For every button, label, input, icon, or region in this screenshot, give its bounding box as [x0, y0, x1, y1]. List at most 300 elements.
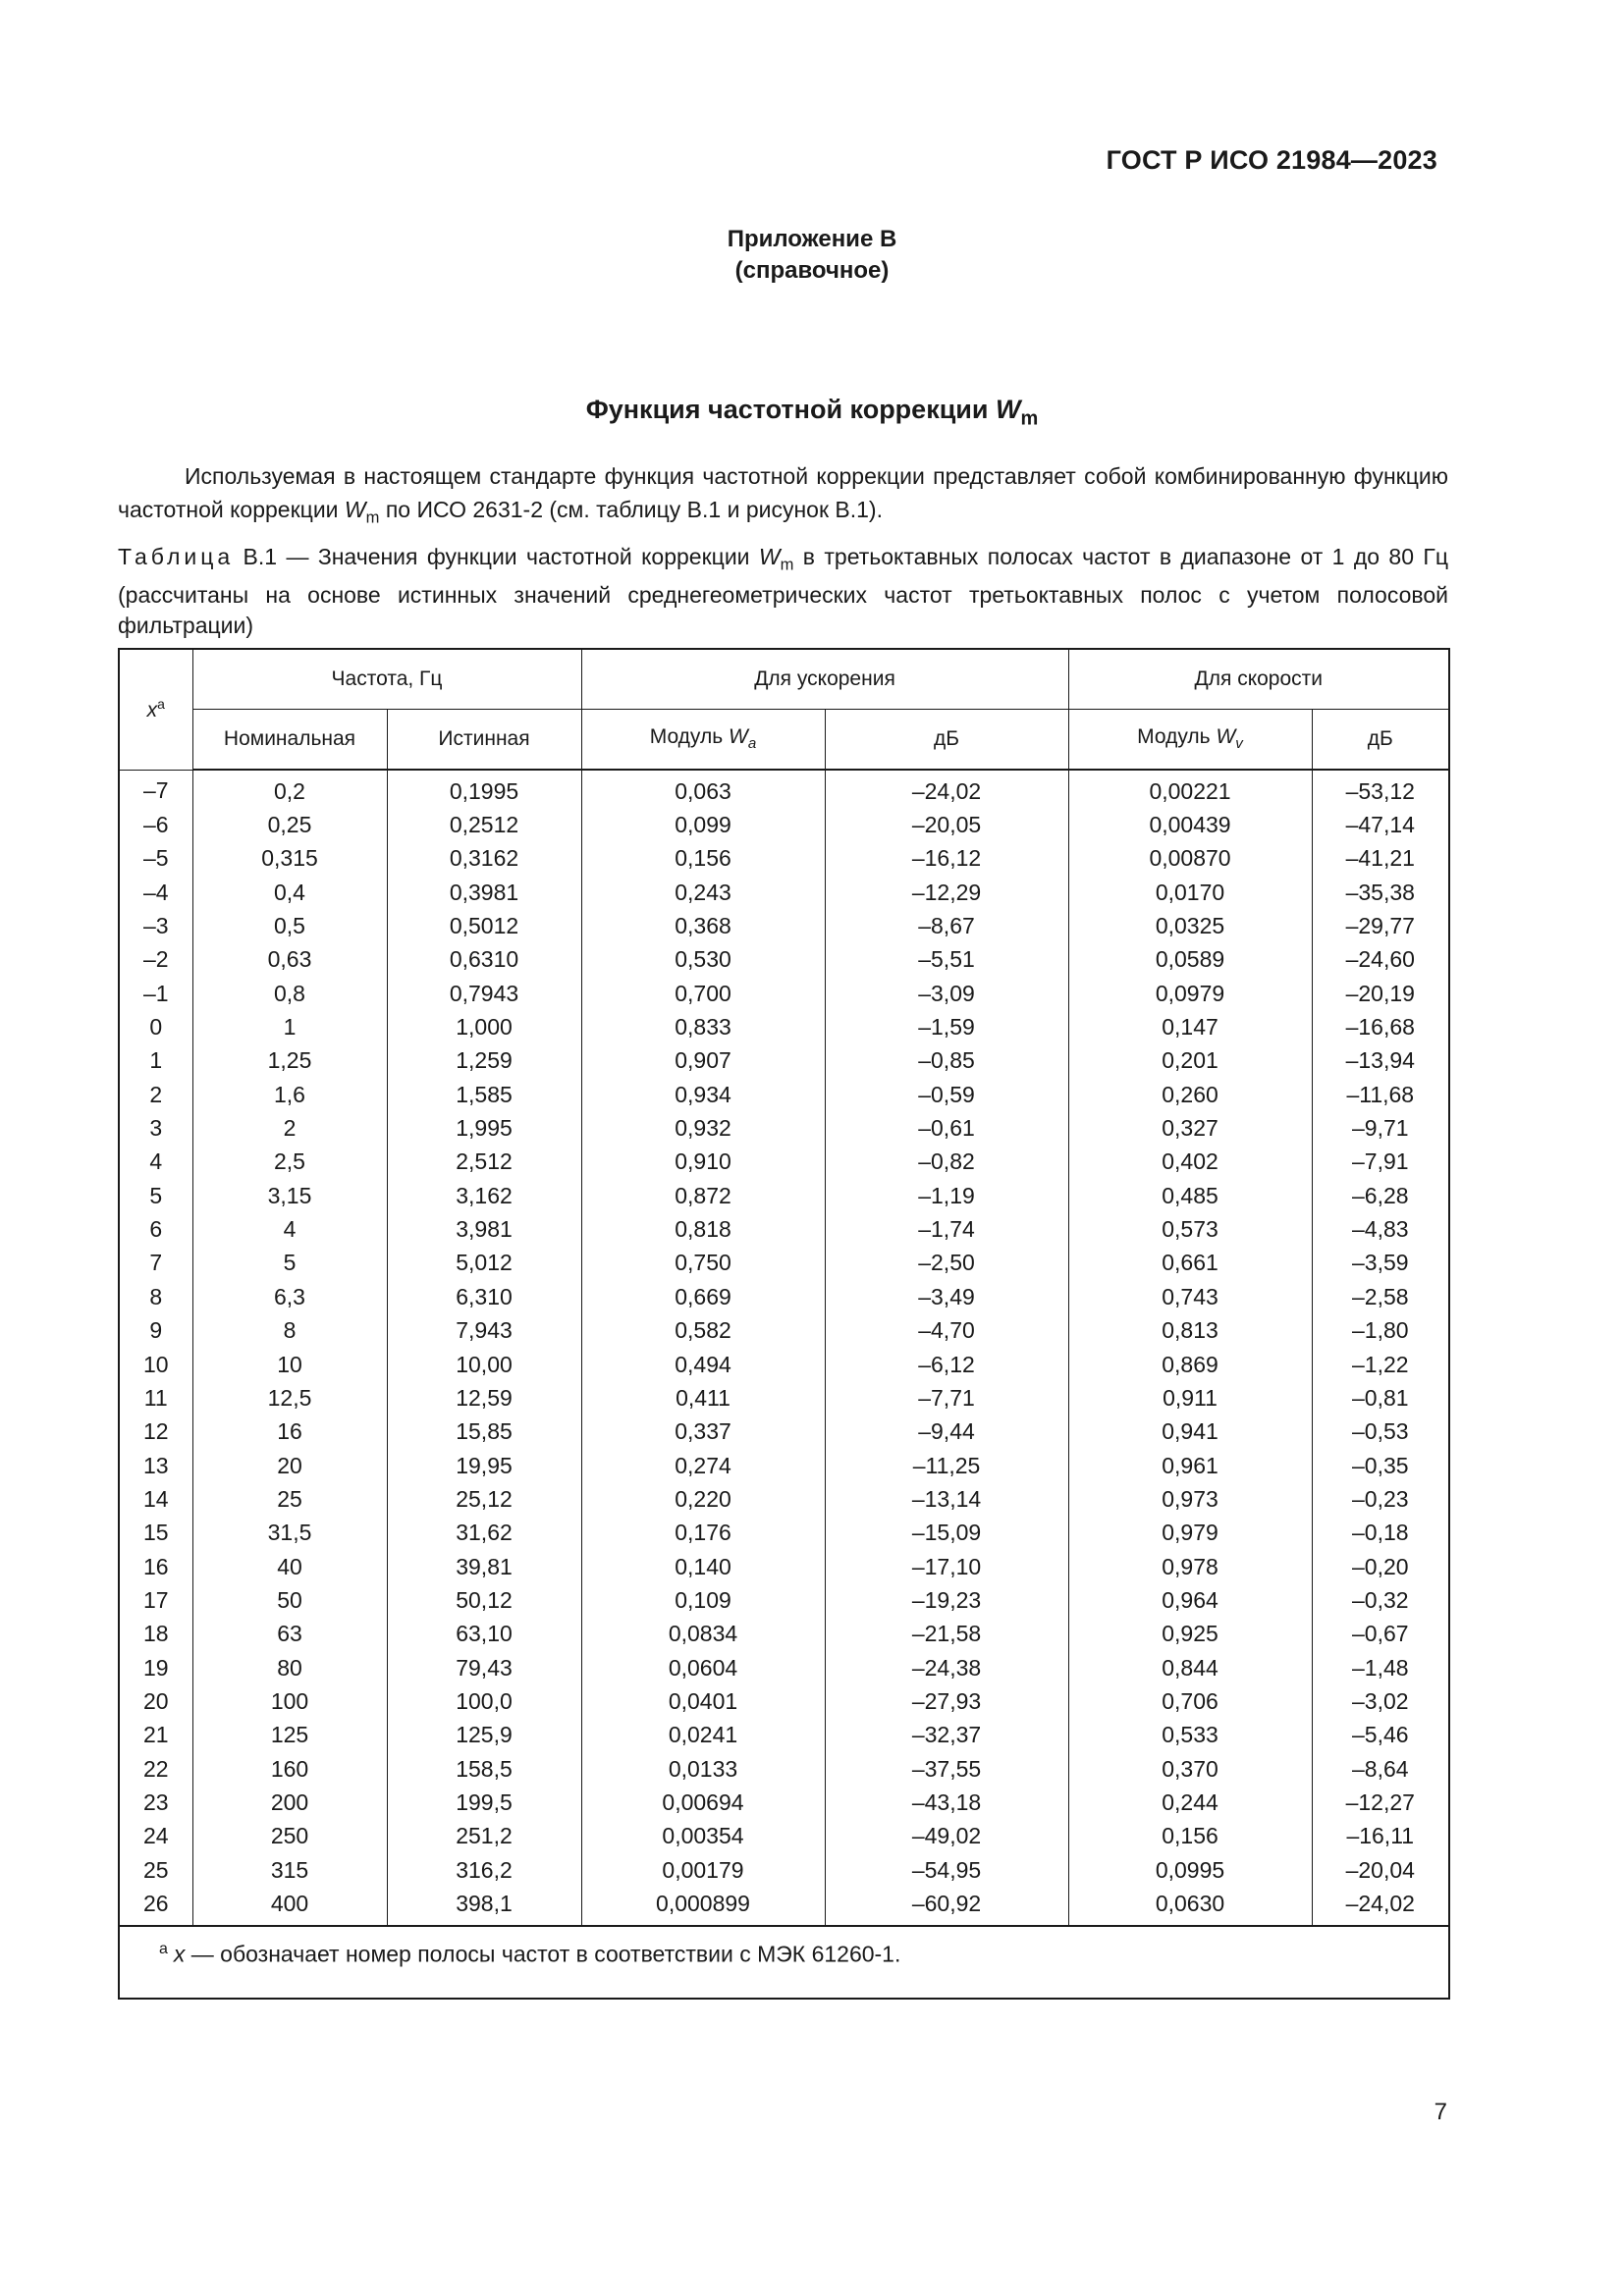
modulus-wv-cell: 0,00439: [1068, 808, 1312, 841]
table-row: [120, 1078, 1448, 1111]
modulus-wv-cell: 0,327: [1068, 1111, 1312, 1145]
db-acceleration-cell: –37,55: [825, 1752, 1068, 1786]
modulus-wv-cell: 0,260: [1068, 1078, 1312, 1111]
table-row: [120, 1449, 1448, 1482]
db-velocity-cell: –2,58: [1312, 1280, 1448, 1313]
modulus-wv-cell: 0,979: [1068, 1517, 1312, 1550]
modulus-wa-cell: 0,750: [581, 1247, 825, 1280]
caption-symbol: W: [758, 544, 781, 569]
table-caption: [118, 542, 1448, 641]
table-row: [120, 1583, 1448, 1617]
true-frequency-cell: 0,6310: [387, 943, 581, 977]
intro-subscript: m: [365, 507, 380, 527]
standard-code: ГОСТ Р ИСО 21984—2023: [1106, 145, 1437, 175]
modulus-wv-cell: 0,0979: [1068, 977, 1312, 1010]
db-velocity-cell: –24,02: [1312, 1887, 1448, 1924]
db-acceleration-cell: –16,12: [825, 842, 1068, 876]
modulus-wa-cell: 0,000899: [581, 1887, 825, 1924]
modulus-wv-cell: 0,244: [1068, 1786, 1312, 1819]
nominal-frequency-cell: 200: [192, 1786, 387, 1819]
true-frequency-cell: 6,310: [387, 1280, 581, 1313]
db-acceleration-cell: –43,18: [825, 1786, 1068, 1819]
heading-symbol: W: [996, 395, 1021, 424]
db-velocity-cell: –6,28: [1312, 1179, 1448, 1212]
modulus-wa-cell: 0,00354: [581, 1820, 825, 1853]
modulus-wv-cell: 0,0630: [1068, 1887, 1312, 1924]
table-row: [120, 1314, 1448, 1348]
nominal-frequency-cell: 5: [192, 1247, 387, 1280]
modulus-wa-cell: 0,0401: [581, 1684, 825, 1718]
modulus-wv-cell: 0,844: [1068, 1651, 1312, 1684]
db-velocity-cell: –12,27: [1312, 1786, 1448, 1819]
nominal-frequency-cell: 0,315: [192, 842, 387, 876]
caption-label: Таблица: [118, 544, 235, 569]
db-velocity-cell: –0,23: [1312, 1482, 1448, 1516]
band-x-cell: 3: [149, 1115, 163, 1142]
db-velocity-cell: –1,80: [1312, 1314, 1448, 1348]
modulus-wa-cell: 0,934: [581, 1078, 825, 1111]
modulus-wa-cell: 0,932: [581, 1111, 825, 1145]
modulus-wv-cell: 0,00870: [1068, 842, 1312, 876]
true-frequency-cell: 199,5: [387, 1786, 581, 1819]
table-row: [120, 1786, 1448, 1819]
nominal-frequency-cell: 16: [192, 1415, 387, 1449]
modulus-wa-cell: 0,669: [581, 1280, 825, 1313]
modulus-wv-cell: 0,961: [1068, 1449, 1312, 1482]
table-row: [120, 1044, 1448, 1078]
header-true: Истинная: [387, 710, 581, 771]
table-row: [120, 770, 1448, 808]
page-number: 7: [1434, 2099, 1447, 2125]
band-x-cell: 20: [142, 1687, 169, 1714]
band-x-cell: 16: [142, 1553, 169, 1579]
true-frequency-cell: 39,81: [387, 1550, 581, 1583]
nominal-frequency-cell: 125: [192, 1719, 387, 1752]
table-row: [120, 943, 1448, 977]
band-x-cell: 14: [142, 1485, 169, 1512]
modulus-wa-cell: 0,140: [581, 1550, 825, 1583]
nominal-frequency-cell: 40: [192, 1550, 387, 1583]
caption-text-2: в третьоктавных полосах частот в диапазоне от 1 до 80 Гц (рассчитаны на основе истинных значений среднегеометрических частот третьоктавных полос с учетом полосовой фильтрации): [118, 544, 1448, 638]
nominal-frequency-cell: 6,3: [192, 1280, 387, 1313]
band-x-cell: 26: [142, 1891, 169, 1917]
modulus-wv-cell: 0,0170: [1068, 876, 1312, 909]
true-frequency-cell: 0,2512: [387, 808, 581, 841]
table-row: [120, 1348, 1448, 1381]
db-velocity-cell: –13,94: [1312, 1044, 1448, 1078]
modulus-wv-cell: 0,661: [1068, 1247, 1312, 1280]
db-acceleration-cell: –1,74: [825, 1212, 1068, 1246]
nominal-frequency-cell: 315: [192, 1853, 387, 1887]
modulus-wa-cell: 0,494: [581, 1348, 825, 1381]
true-frequency-cell: 50,12: [387, 1583, 581, 1617]
table-row: [120, 876, 1448, 909]
db-acceleration-cell: –54,95: [825, 1853, 1068, 1887]
band-x-cell: –1: [142, 980, 169, 1006]
true-frequency-cell: 3,162: [387, 1179, 581, 1212]
modulus-wv-cell: 0,402: [1068, 1146, 1312, 1179]
db-acceleration-cell: –24,02: [825, 770, 1068, 808]
db-velocity-cell: –53,12: [1312, 770, 1448, 808]
db-acceleration-cell: –4,70: [825, 1314, 1068, 1348]
intro-paragraph: [118, 459, 1448, 535]
appendix-kind: (справочное): [734, 257, 890, 284]
band-x-cell: 9: [149, 1317, 163, 1344]
modulus-wa-cell: 0,411: [581, 1381, 825, 1415]
intro-text-2: по ИСО 2631-2 (см. таблицу В.1 и рисунок В.1).: [379, 497, 883, 522]
true-frequency-cell: 25,12: [387, 1482, 581, 1516]
true-frequency-cell: 15,85: [387, 1415, 581, 1449]
nominal-frequency-cell: 20: [192, 1449, 387, 1482]
db-acceleration-cell: –24,38: [825, 1651, 1068, 1684]
true-frequency-cell: 63,10: [387, 1618, 581, 1651]
weighting-table: [118, 648, 1450, 2000]
true-frequency-cell: 2,512: [387, 1146, 581, 1179]
table-row: [120, 977, 1448, 1010]
true-frequency-cell: 0,1995: [387, 770, 581, 808]
nominal-frequency-cell: 100: [192, 1684, 387, 1718]
table-row: [120, 1719, 1448, 1752]
db-acceleration-cell: –7,71: [825, 1381, 1068, 1415]
band-x-cell: 19: [142, 1654, 169, 1681]
modulus-wa-cell: 0,582: [581, 1314, 825, 1348]
modulus-wa-cell: 0,063: [581, 770, 825, 808]
db-velocity-cell: –1,22: [1312, 1348, 1448, 1381]
db-velocity-cell: –1,48: [1312, 1651, 1448, 1684]
db-velocity-cell: –20,04: [1312, 1853, 1448, 1887]
table-row: [120, 1415, 1448, 1449]
footnote-text: — обозначает номер полосы частот в соответствии с МЭК 61260-1.: [185, 1941, 901, 1967]
modulus-wa-cell: 0,099: [581, 808, 825, 841]
modulus-wa-cell: 0,109: [581, 1583, 825, 1617]
heading-subscript: m: [1020, 407, 1039, 430]
nominal-frequency-cell: 400: [192, 1887, 387, 1924]
band-x-cell: 25: [142, 1856, 169, 1883]
modulus-wa-cell: 0,00694: [581, 1786, 825, 1819]
db-velocity-cell: –16,68: [1312, 1010, 1448, 1043]
db-velocity-cell: –0,20: [1312, 1550, 1448, 1583]
db-acceleration-cell: –2,50: [825, 1247, 1068, 1280]
db-velocity-cell: –0,53: [1312, 1415, 1448, 1449]
true-frequency-cell: 3,981: [387, 1212, 581, 1246]
db-acceleration-cell: –0,85: [825, 1044, 1068, 1078]
nominal-frequency-cell: 3,15: [192, 1179, 387, 1212]
band-x-cell: 5: [149, 1182, 163, 1208]
band-x-cell: 0: [149, 1014, 163, 1041]
nominal-frequency-cell: 10: [192, 1348, 387, 1381]
db-acceleration-cell: –1,59: [825, 1010, 1068, 1043]
db-acceleration-cell: –0,59: [825, 1078, 1068, 1111]
modulus-wa-cell: 0,0241: [581, 1719, 825, 1752]
db-acceleration-cell: –60,92: [825, 1887, 1068, 1924]
db-acceleration-cell: –27,93: [825, 1684, 1068, 1718]
band-x-cell: 24: [142, 1823, 169, 1849]
band-x-cell: 15: [142, 1520, 169, 1546]
modulus-wa-cell: 0,0133: [581, 1752, 825, 1786]
modulus-wa-cell: 0,833: [581, 1010, 825, 1043]
table-row: [120, 1212, 1448, 1246]
db-velocity-cell: –35,38: [1312, 876, 1448, 909]
table-row: [120, 1853, 1448, 1887]
table-row: [120, 1146, 1448, 1179]
nominal-frequency-cell: 1: [192, 1010, 387, 1043]
header-x: $x^a$: [120, 650, 192, 770]
band-x-cell: 10: [142, 1351, 169, 1377]
footnote-symbol: x: [173, 1941, 186, 1967]
band-x-cell: 4: [149, 1148, 163, 1175]
nominal-frequency-cell: 0,25: [192, 808, 387, 841]
table-row: [120, 1752, 1448, 1786]
modulus-wv-cell: 0,0325: [1068, 909, 1312, 942]
table-row: [120, 1550, 1448, 1583]
db-acceleration-cell: –3,49: [825, 1280, 1068, 1313]
nominal-frequency-cell: 63: [192, 1618, 387, 1651]
band-x-cell: 8: [149, 1283, 163, 1309]
band-x-cell: –5: [142, 845, 169, 872]
db-acceleration-cell: –1,19: [825, 1179, 1068, 1212]
true-frequency-cell: 79,43: [387, 1651, 581, 1684]
modulus-wa-cell: 0,220: [581, 1482, 825, 1516]
table-row: [120, 1111, 1448, 1145]
db-velocity-cell: –7,91: [1312, 1146, 1448, 1179]
nominal-frequency-cell: 25: [192, 1482, 387, 1516]
band-x-cell: 12: [142, 1418, 169, 1445]
true-frequency-cell: 0,7943: [387, 977, 581, 1010]
modulus-wv-cell: 0,573: [1068, 1212, 1312, 1246]
nominal-frequency-cell: 31,5: [192, 1517, 387, 1550]
true-frequency-cell: 5,012: [387, 1247, 581, 1280]
section-heading: [0, 395, 1624, 430]
modulus-wa-cell: 0,530: [581, 943, 825, 977]
nominal-frequency-cell: 0,2: [192, 770, 387, 808]
table-row: [120, 1381, 1448, 1415]
nominal-frequency-cell: 0,8: [192, 977, 387, 1010]
band-x-cell: 7: [149, 1250, 163, 1276]
nominal-frequency-cell: 160: [192, 1752, 387, 1786]
db-acceleration-cell: –6,12: [825, 1348, 1068, 1381]
modulus-wv-cell: 0,941: [1068, 1415, 1312, 1449]
modulus-wa-cell: 0,910: [581, 1146, 825, 1179]
true-frequency-cell: 10,00: [387, 1348, 581, 1381]
modulus-wa-cell: 0,156: [581, 842, 825, 876]
true-frequency-cell: 316,2: [387, 1853, 581, 1887]
db-velocity-cell: –8,64: [1312, 1752, 1448, 1786]
band-x-cell: –7: [142, 777, 169, 804]
db-acceleration-cell: –11,25: [825, 1449, 1068, 1482]
modulus-wa-cell: 0,0604: [581, 1651, 825, 1684]
modulus-wa-cell: 0,176: [581, 1517, 825, 1550]
db-velocity-cell: –11,68: [1312, 1078, 1448, 1111]
modulus-wv-cell: 0,00221: [1068, 770, 1312, 808]
band-x-cell: 21: [142, 1722, 169, 1748]
modulus-wa-cell: 0,274: [581, 1449, 825, 1482]
nominal-frequency-cell: 250: [192, 1820, 387, 1853]
db-velocity-cell: –3,02: [1312, 1684, 1448, 1718]
db-velocity-cell: –41,21: [1312, 842, 1448, 876]
band-x-cell: –2: [142, 946, 169, 973]
table-row: [120, 1618, 1448, 1651]
modulus-wa-cell: 0,907: [581, 1044, 825, 1078]
table-row: [120, 1517, 1448, 1550]
header-velocity: Для скорости: [1068, 650, 1448, 710]
modulus-wa-cell: 0,700: [581, 977, 825, 1010]
band-x-cell: 6: [149, 1216, 163, 1243]
modulus-wv-cell: 0,485: [1068, 1179, 1312, 1212]
modulus-wv-cell: 0,370: [1068, 1752, 1312, 1786]
modulus-wv-cell: 0,911: [1068, 1381, 1312, 1415]
db-acceleration-cell: –0,82: [825, 1146, 1068, 1179]
table-row: [120, 1280, 1448, 1313]
db-velocity-cell: –9,71: [1312, 1111, 1448, 1145]
modulus-wa-cell: 0,872: [581, 1179, 825, 1212]
band-x-cell: –4: [142, 879, 169, 905]
table-row: [120, 1010, 1448, 1043]
db-acceleration-cell: –12,29: [825, 876, 1068, 909]
db-velocity-cell: –0,81: [1312, 1381, 1448, 1415]
caption-subscript: m: [780, 555, 794, 574]
true-frequency-cell: 7,943: [387, 1314, 581, 1348]
db-acceleration-cell: –21,58: [825, 1618, 1068, 1651]
db-velocity-cell: –29,77: [1312, 909, 1448, 942]
table-row: [120, 1820, 1448, 1853]
modulus-wv-cell: 0,533: [1068, 1719, 1312, 1752]
db-velocity-cell: –16,11: [1312, 1820, 1448, 1853]
true-frequency-cell: 1,585: [387, 1078, 581, 1111]
nominal-frequency-cell: 0,4: [192, 876, 387, 909]
header-modulus-v: Модуль $W_v$: [1068, 710, 1312, 771]
true-frequency-cell: 1,995: [387, 1111, 581, 1145]
appendix-title-block: [0, 224, 1624, 287]
db-acceleration-cell: –15,09: [825, 1517, 1068, 1550]
appendix-title: Приложение В: [727, 226, 897, 252]
db-acceleration-cell: –5,51: [825, 943, 1068, 977]
true-frequency-cell: 12,59: [387, 1381, 581, 1415]
nominal-frequency-cell: 12,5: [192, 1381, 387, 1415]
db-velocity-cell: –0,35: [1312, 1449, 1448, 1482]
true-frequency-cell: 31,62: [387, 1517, 581, 1550]
modulus-wa-cell: 0,00179: [581, 1853, 825, 1887]
db-acceleration-cell: –19,23: [825, 1583, 1068, 1617]
band-x-cell: 17: [142, 1586, 169, 1613]
db-velocity-cell: –47,14: [1312, 808, 1448, 841]
band-x-cell: 13: [142, 1452, 169, 1478]
true-frequency-cell: 1,259: [387, 1044, 581, 1078]
true-frequency-cell: 0,3162: [387, 842, 581, 876]
band-x-cell: 2: [149, 1081, 163, 1107]
nominal-frequency-cell: 4: [192, 1212, 387, 1246]
true-frequency-cell: 0,3981: [387, 876, 581, 909]
band-x-cell: 18: [142, 1621, 169, 1647]
table-footnote: [120, 1925, 1448, 1998]
nominal-frequency-cell: 50: [192, 1583, 387, 1617]
db-acceleration-cell: –8,67: [825, 909, 1068, 942]
header-modulus-a: Модуль $W_a$: [581, 710, 825, 771]
nominal-frequency-cell: 0,63: [192, 943, 387, 977]
db-acceleration-cell: –3,09: [825, 977, 1068, 1010]
db-velocity-cell: –5,46: [1312, 1719, 1448, 1752]
modulus-wa-cell: 0,243: [581, 876, 825, 909]
nominal-frequency-cell: 8: [192, 1314, 387, 1348]
db-acceleration-cell: –9,44: [825, 1415, 1068, 1449]
table-row: [120, 1247, 1448, 1280]
band-x-cell: –6: [142, 812, 169, 838]
modulus-wv-cell: 0,0589: [1068, 943, 1312, 977]
table-row: [120, 909, 1448, 942]
modulus-wv-cell: 0,743: [1068, 1280, 1312, 1313]
table-row: [120, 1887, 1448, 1924]
db-acceleration-cell: –20,05: [825, 808, 1068, 841]
nominal-frequency-cell: 0,5: [192, 909, 387, 942]
true-frequency-cell: 125,9: [387, 1719, 581, 1752]
table-body: [120, 770, 1448, 1925]
header-nominal: Номинальная: [192, 710, 387, 771]
db-acceleration-cell: –13,14: [825, 1482, 1068, 1516]
nominal-frequency-cell: 2,5: [192, 1146, 387, 1179]
true-frequency-cell: 19,95: [387, 1449, 581, 1482]
table-row: [120, 842, 1448, 876]
band-x-cell: 11: [143, 1384, 168, 1411]
true-frequency-cell: 100,0: [387, 1684, 581, 1718]
true-frequency-cell: 251,2: [387, 1820, 581, 1853]
band-x-cell: 1: [149, 1047, 163, 1074]
modulus-wv-cell: 0,156: [1068, 1820, 1312, 1853]
modulus-wv-cell: 0,813: [1068, 1314, 1312, 1348]
table-row: [120, 1651, 1448, 1684]
modulus-wa-cell: 0,337: [581, 1415, 825, 1449]
db-acceleration-cell: –0,61: [825, 1111, 1068, 1145]
header-db-v: дБ: [1312, 710, 1448, 771]
modulus-wv-cell: 0,147: [1068, 1010, 1312, 1043]
db-velocity-cell: –20,19: [1312, 977, 1448, 1010]
modulus-wa-cell: 0,368: [581, 909, 825, 942]
table-row: [120, 1684, 1448, 1718]
modulus-wv-cell: 0,201: [1068, 1044, 1312, 1078]
band-x-cell: 23: [142, 1789, 169, 1815]
modulus-wv-cell: 0,978: [1068, 1550, 1312, 1583]
true-frequency-cell: 158,5: [387, 1752, 581, 1786]
db-velocity-cell: –0,67: [1312, 1618, 1448, 1651]
table-row: [120, 1482, 1448, 1516]
header-frequency: Частота, Гц: [192, 650, 581, 710]
true-frequency-cell: 0,5012: [387, 909, 581, 942]
modulus-wv-cell: 0,0995: [1068, 1853, 1312, 1887]
db-velocity-cell: –4,83: [1312, 1212, 1448, 1246]
true-frequency-cell: 398,1: [387, 1887, 581, 1924]
header-acceleration: Для ускорения: [581, 650, 1068, 710]
header-db-a: дБ: [825, 710, 1068, 771]
db-acceleration-cell: –32,37: [825, 1719, 1068, 1752]
nominal-frequency-cell: 1,25: [192, 1044, 387, 1078]
table-row: [120, 1179, 1448, 1212]
nominal-frequency-cell: 1,6: [192, 1078, 387, 1111]
db-velocity-cell: –24,60: [1312, 943, 1448, 977]
modulus-wv-cell: 0,973: [1068, 1482, 1312, 1516]
modulus-wv-cell: 0,925: [1068, 1618, 1312, 1651]
intro-symbol: W: [344, 497, 366, 522]
band-x-cell: –3: [142, 913, 169, 939]
db-velocity-cell: –0,32: [1312, 1583, 1448, 1617]
db-acceleration-cell: –49,02: [825, 1820, 1068, 1853]
db-velocity-cell: –3,59: [1312, 1247, 1448, 1280]
modulus-wv-cell: 0,964: [1068, 1583, 1312, 1617]
footnote-mark: a: [159, 1940, 168, 1957]
modulus-wa-cell: 0,818: [581, 1212, 825, 1246]
db-acceleration-cell: –17,10: [825, 1550, 1068, 1583]
true-frequency-cell: 1,000: [387, 1010, 581, 1043]
nominal-frequency-cell: 80: [192, 1651, 387, 1684]
nominal-frequency-cell: 2: [192, 1111, 387, 1145]
table-row: [120, 808, 1448, 841]
